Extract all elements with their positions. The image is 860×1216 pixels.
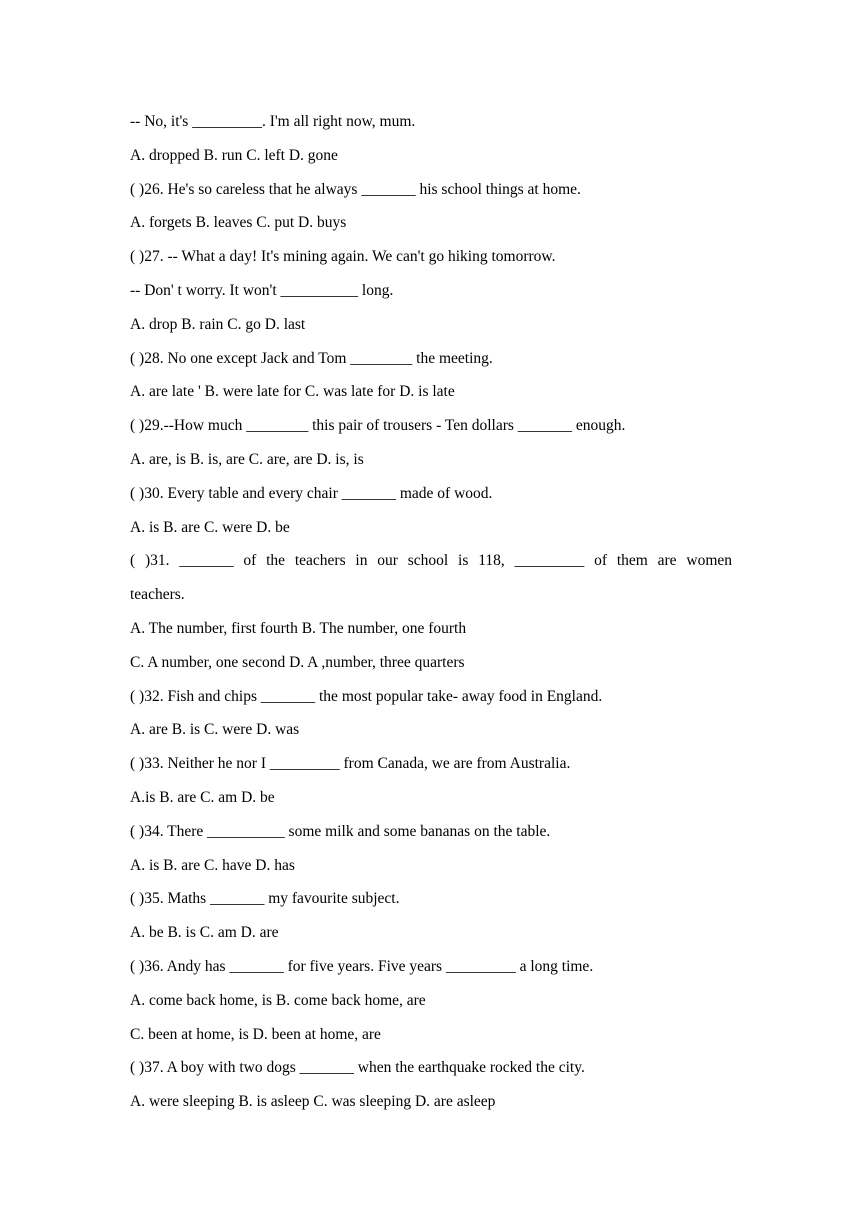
answer-options: A. The number, first fourth B. The number, one fourth [130,619,467,637]
answer-options: A. is B. are C. were D. be [130,518,290,536]
question-34: ( )34. There __________ some milk and some bananas on the table. [130,822,551,840]
question-28: ( )28. No one except Jack and Tom ________ the meeting. [130,349,493,367]
answer-options: C. A number, one second D. A ,number, three quarters [130,653,465,671]
answer-options: A. drop B. rain C. go D. last [130,315,306,333]
question-33: ( )33. Neither he nor I _________ from Canada, we are from Australia. [130,755,571,773]
answer-options: A.is B. are C. am D. be [130,788,275,806]
answer-options: A. dropped B. run C. left D. gone [130,146,338,164]
question-29: ( )29.--How much ________ this pair of trousers - Ten dollars _______ enough. [130,417,626,435]
question-37: ( )37. A boy with two dogs _______ when the earthquake rocked the city. [130,1059,585,1077]
document-body [130,108,732,1122]
question-30: ( )30. Every table and every chair _______ made of wood. [130,484,493,502]
answer-options: C. been at home, is D. been at home, are [130,1025,381,1043]
answer-options: A. be B. is C. am D. are [130,924,279,942]
question-35: ( )35. Maths _______ my favourite subject. [130,890,400,908]
text-line: -- Don' t worry. It won't __________ long. [130,281,394,299]
answer-options: A. are, is B. is, are C. are, are D. is, is [130,450,364,468]
question-27: ( )27. -- What a day! It's mining again. We can't go hiking tomorrow. [130,248,556,266]
question-31: ( )31. _______ of the teachers in our school is 118, _________ of them are women [130,552,732,570]
question-26: ( )26. He's so careless that he always _______ his school things at home. [130,180,581,198]
text-line: teachers. [130,586,185,604]
question-36: ( )36. Andy has _______ for five years. Five years _________ a long time. [130,957,594,975]
answer-options: A. is B. are C. have D. has [130,856,295,874]
question-32: ( )32. Fish and chips _______ the most popular take- away food in England. [130,687,603,705]
answer-options: A. are B. is C. were D. was [130,721,300,739]
answer-options: A. were sleeping B. is asleep C. was sleeping D. are asleep [130,1093,496,1111]
answer-options: A. forgets B. leaves C. put D. buys [130,214,347,232]
answer-options: A. are late ' B. were late for C. was late for D. is late [130,383,455,401]
text-line: -- No, it's _________. I'm all right now, mum. [130,113,416,130]
answer-options: A. come back home, is B. come back home, are [130,991,426,1009]
